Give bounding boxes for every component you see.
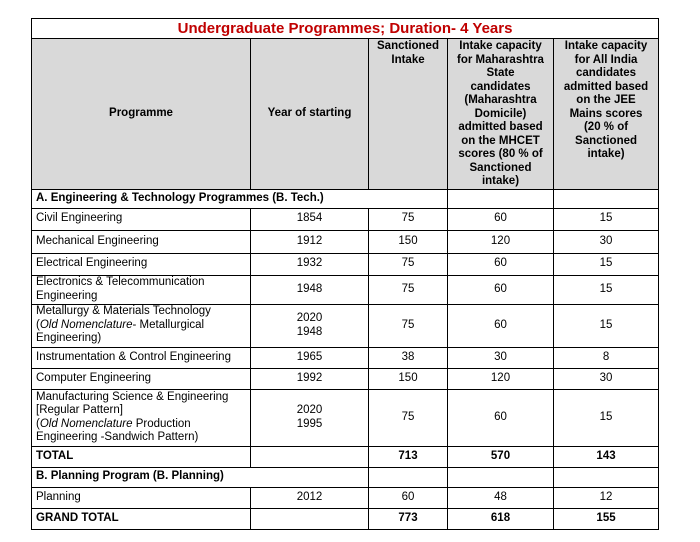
maharashtra-intake: 120: [448, 230, 554, 253]
table-row: [32, 347, 659, 368]
grand-total-sanctioned: 773: [369, 508, 448, 529]
table-row: [32, 368, 659, 389]
programme-name-line: Metallurgy & Materials Technology: [36, 305, 211, 318]
header-row: [32, 39, 659, 190]
header-sanctioned: [369, 39, 448, 190]
year-line: 1948: [296, 325, 323, 338]
programme-name: [32, 275, 251, 304]
old-nomenclature-detail: Production: [132, 417, 191, 430]
year-of-starting: 1932: [251, 253, 369, 275]
sanctioned-intake: 75: [369, 275, 448, 304]
programmes-table: [31, 18, 659, 530]
maharashtra-intake: 60: [448, 208, 554, 230]
sanctioned-intake: 150: [369, 368, 448, 389]
table-row: [32, 389, 659, 446]
maharashtra-intake: 48: [448, 487, 554, 508]
empty-cell: [554, 467, 659, 487]
all-india-intake: 12: [554, 487, 659, 508]
header-sanctioned-line: Intake: [391, 53, 425, 66]
header-ai-line: candidates: [575, 67, 637, 79]
table-row: [32, 253, 659, 275]
programmes-table-container: [31, 18, 658, 530]
year-line: 2020: [296, 312, 323, 324]
section-a-heading: A. Engineering & Technology Programmes (B. Tech.): [32, 189, 448, 208]
programme-name: Instrumentation & Control Engineering: [32, 347, 251, 368]
all-india-intake: 30: [554, 230, 659, 253]
maharashtra-intake: 60: [448, 304, 554, 347]
header-mh-line: (Maharashtra: [464, 94, 537, 106]
empty-cell: [251, 508, 369, 529]
all-india-intake: 15: [554, 253, 659, 275]
table-row: [32, 304, 659, 347]
sanctioned-intake: 150: [369, 230, 448, 253]
maharashtra-intake: 120: [448, 368, 554, 389]
grand-total-label: GRAND TOTAL: [32, 508, 251, 529]
header-mh-line: scores (80 % of: [458, 148, 543, 160]
all-india-intake: 8: [554, 347, 659, 368]
all-india-intake: 15: [554, 304, 659, 347]
year-of-starting: [251, 304, 369, 347]
programme-name-line: Engineering: [36, 289, 98, 302]
year-line: 1995: [296, 417, 323, 430]
programme-name-line: Engineering): [36, 332, 102, 345]
empty-cell: [448, 467, 554, 487]
header-ai-line: on the JEE: [576, 94, 636, 106]
header-ai-line: for All India: [574, 53, 638, 66]
header-ai-line: Intake capacity: [564, 40, 648, 52]
sanctioned-intake: 75: [369, 389, 448, 446]
header-ai-line: Sanctioned: [575, 134, 638, 147]
sanctioned-intake: 38: [369, 347, 448, 368]
maharashtra-intake: 60: [448, 389, 554, 446]
maharashtra-intake: 30: [448, 347, 554, 368]
section-a-row: [32, 189, 659, 208]
section-b-row: [32, 467, 659, 487]
empty-cell: [369, 467, 448, 487]
empty-cell: [251, 446, 369, 467]
programme-name: Mechanical Engineering: [32, 230, 251, 253]
sanctioned-intake: 75: [369, 253, 448, 275]
header-year: Year of starting: [251, 39, 369, 190]
header-ai-line: Mains scores: [569, 107, 643, 120]
sanctioned-intake: 75: [369, 304, 448, 347]
title-row: [32, 19, 659, 39]
header-ai-line: intake): [587, 148, 625, 160]
total-label: TOTAL: [32, 446, 251, 467]
table-row: [32, 230, 659, 253]
year-of-starting: 2012: [251, 487, 369, 508]
header-sanctioned-line: Sanctioned: [377, 40, 439, 52]
programme-name-line: Electronics & Telecommunication: [36, 276, 205, 288]
year-line: 2020: [296, 404, 323, 416]
header-mh-line: on the MHCET: [461, 134, 540, 147]
year-of-starting: 1965: [251, 347, 369, 368]
all-india-intake: 15: [554, 208, 659, 230]
section-b-heading: B. Planning Program (B. Planning): [32, 467, 369, 487]
total-maharashtra: 570: [448, 446, 554, 467]
year-of-starting: 1992: [251, 368, 369, 389]
programme-name-line: Engineering -Sandwich Pattern): [36, 431, 199, 443]
all-india-intake: 15: [554, 275, 659, 304]
total-all-india: 143: [554, 446, 659, 467]
header-programme: Programme: [32, 39, 251, 190]
all-india-intake: 15: [554, 389, 659, 446]
year-of-starting: 1854: [251, 208, 369, 230]
header-ai-line: admitted based: [563, 80, 649, 93]
sanctioned-intake: 75: [369, 208, 448, 230]
programme-name-line: [Regular Pattern]: [36, 404, 123, 416]
maharashtra-intake: 60: [448, 253, 554, 275]
header-maharashtra-intake: [448, 39, 554, 190]
programme-name: [32, 389, 251, 446]
table-title: Undergraduate Programmes; Duration- 4 Years: [32, 19, 659, 39]
header-mh-line: candidates: [470, 80, 531, 93]
total-sanctioned: 713: [369, 446, 448, 467]
year-of-starting: 1912: [251, 230, 369, 253]
maharashtra-intake: 60: [448, 275, 554, 304]
header-mh-line: intake): [481, 175, 520, 187]
programme-name: [32, 304, 251, 347]
header-ai-line: (20 % of: [583, 121, 629, 133]
old-nomenclature-detail: - Metallurgical: [132, 318, 205, 331]
header-mh-line: Intake capacity: [459, 40, 542, 52]
all-india-intake: 30: [554, 368, 659, 389]
header-all-india-intake: [554, 39, 659, 190]
programme-name-line: (Old Nomenclature- Metallurgical: [36, 318, 205, 331]
empty-cell: [554, 189, 659, 208]
programme-name: Civil Engineering: [32, 208, 251, 230]
grand-total-maharashtra: 618: [448, 508, 554, 529]
programme-name-line: Manufacturing Science & Engineering: [36, 390, 229, 403]
header-mh-line: for Maharashtra: [457, 53, 544, 66]
sanctioned-intake: 60: [369, 487, 448, 508]
old-nomenclature-label: Old Nomenclature: [39, 417, 133, 430]
old-nomenclature-label: Old Nomenclature: [39, 318, 133, 331]
header-mh-line: Domicile): [474, 107, 527, 120]
programme-name-line: (Old Nomenclature Production: [36, 417, 191, 430]
header-mh-line: Sanctioned: [469, 161, 532, 174]
header-mh-line: State: [486, 67, 515, 79]
table-row: [32, 208, 659, 230]
programme-name: Computer Engineering: [32, 368, 251, 389]
empty-cell: [448, 189, 554, 208]
year-of-starting: [251, 389, 369, 446]
table-row: [32, 487, 659, 508]
total-row: [32, 446, 659, 467]
table-row: [32, 275, 659, 304]
year-of-starting: 1948: [251, 275, 369, 304]
programme-name: Planning: [32, 487, 251, 508]
programme-name: Electrical Engineering: [32, 253, 251, 275]
grand-total-all-india: 155: [554, 508, 659, 529]
header-mh-line: admitted based: [458, 121, 543, 133]
grand-total-row: [32, 508, 659, 529]
